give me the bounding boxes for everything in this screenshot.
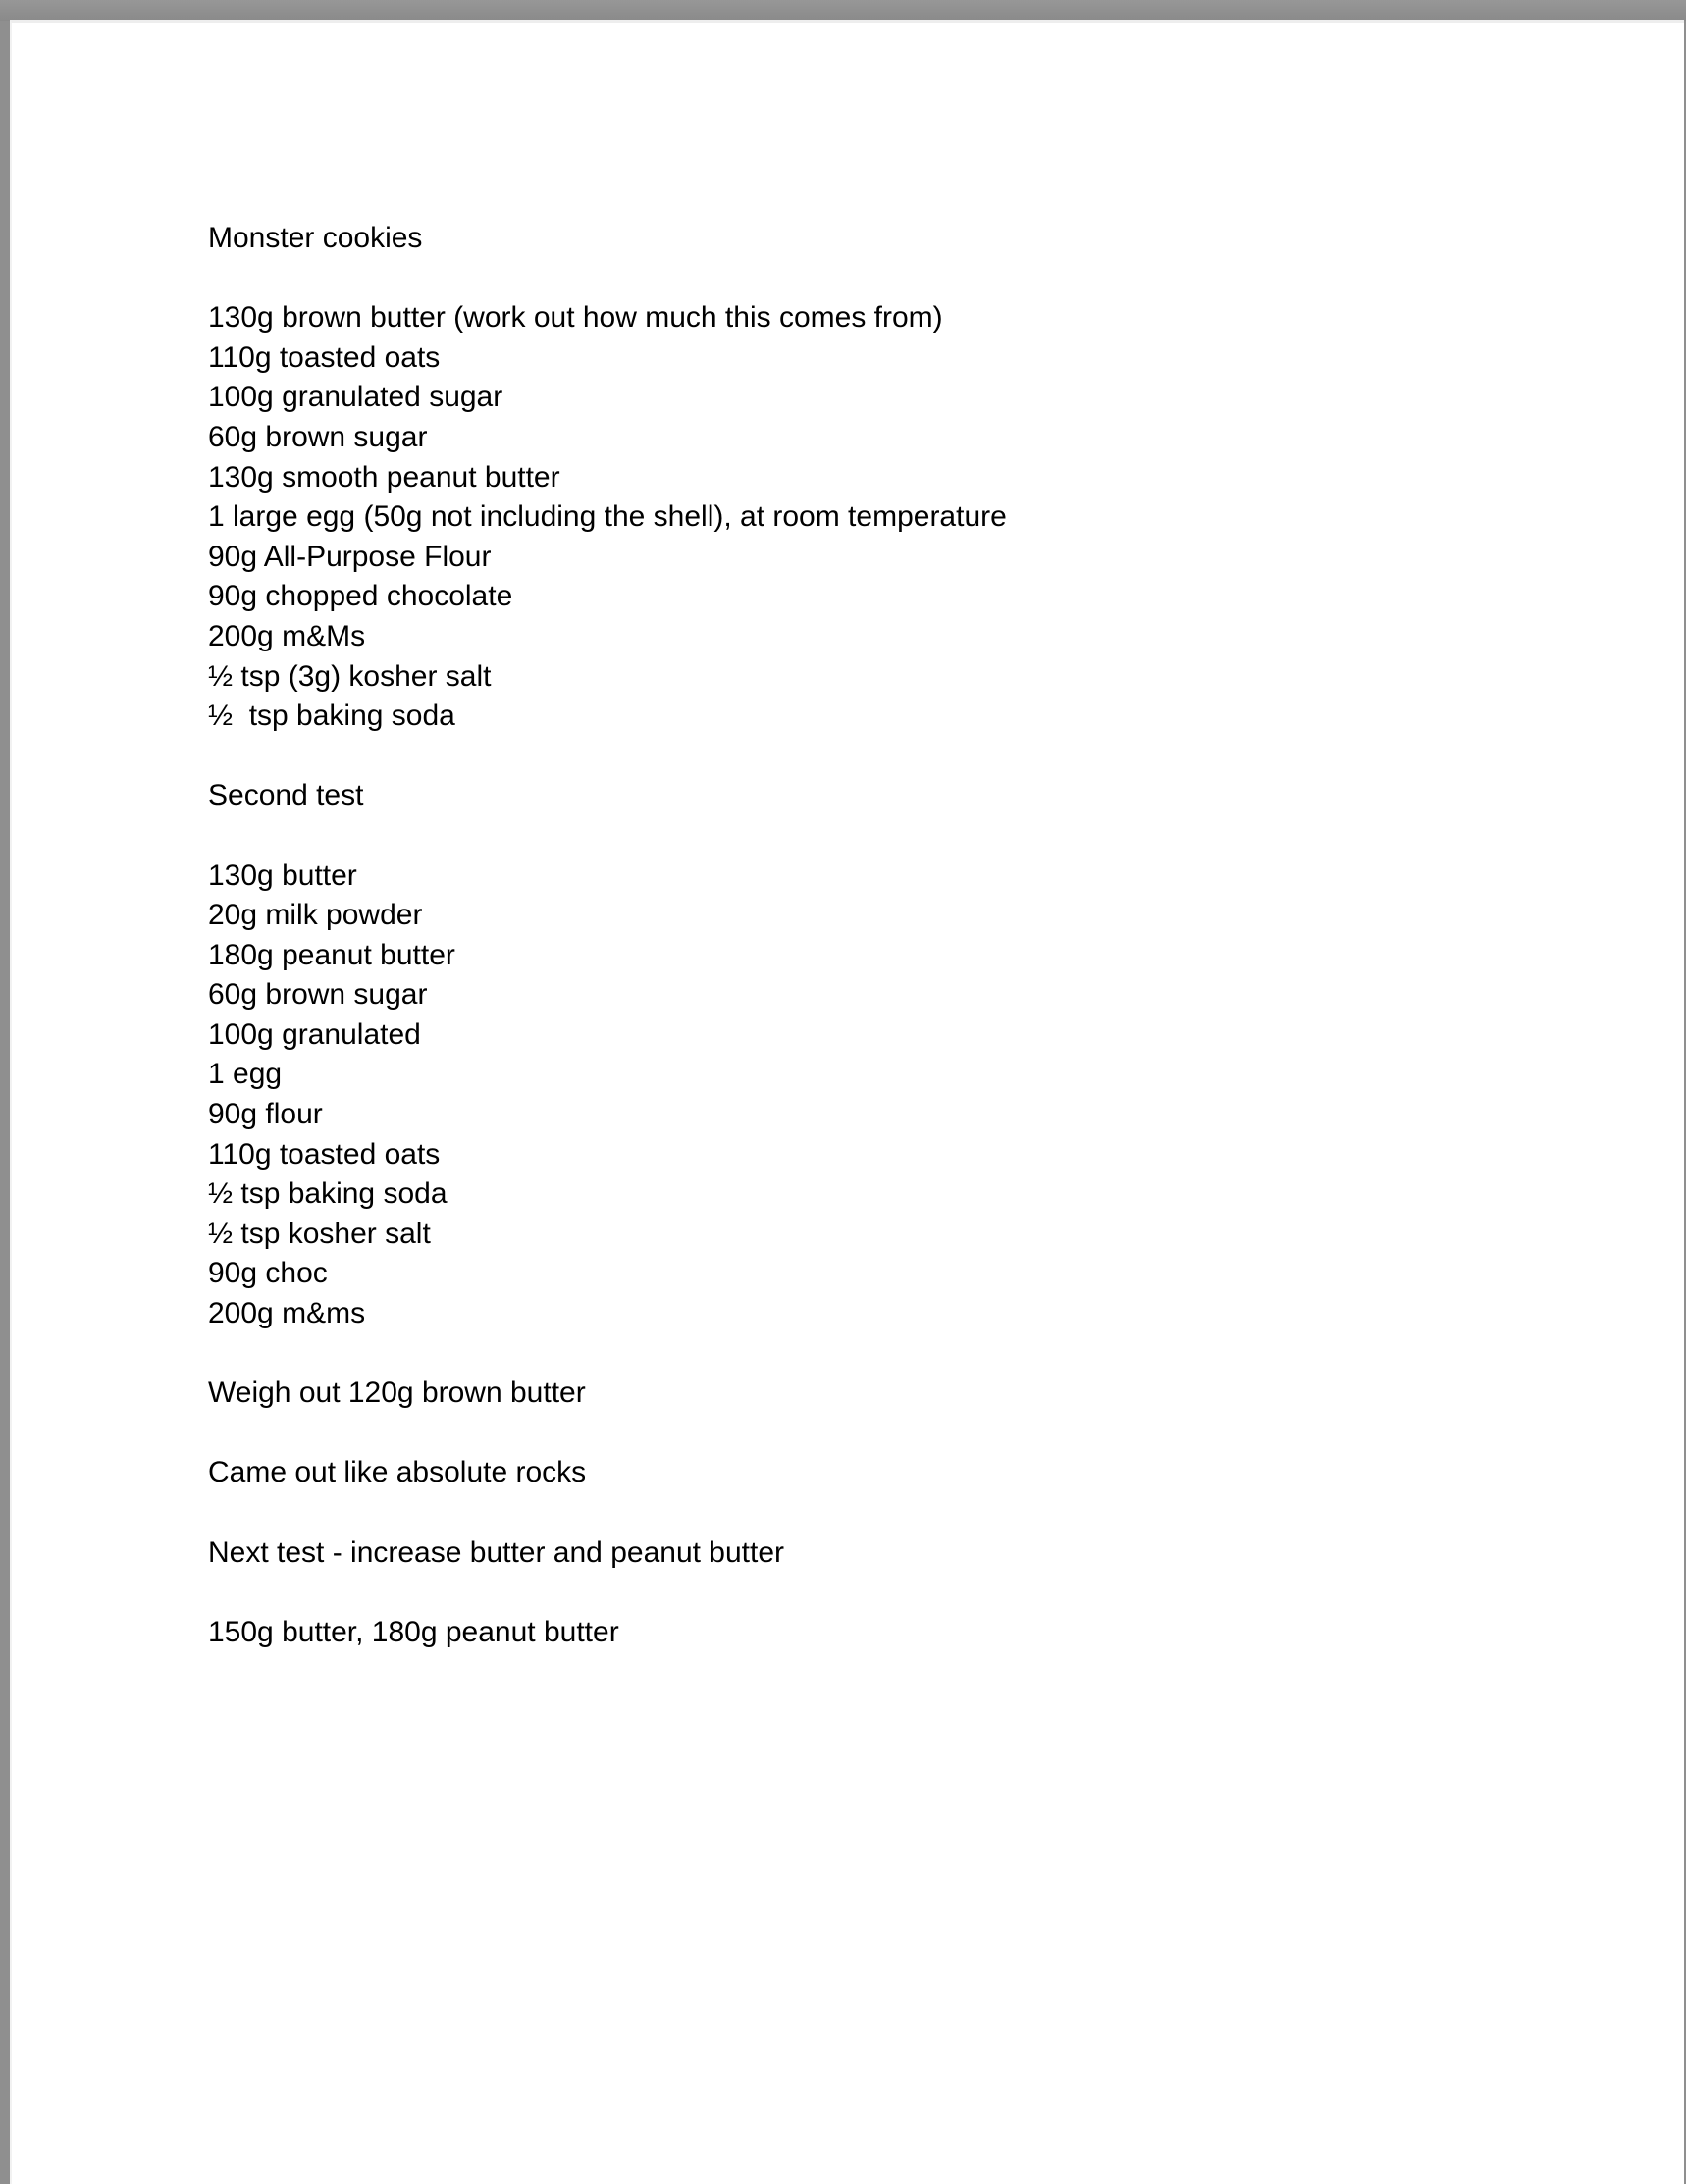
ingredient-line: 100g granulated sugar <box>208 381 503 414</box>
blank-line <box>208 816 1007 857</box>
document-body <box>208 219 1007 1652</box>
ingredient-line: 180g peanut butter <box>208 938 455 971</box>
document-title: Monster cookies <box>208 222 423 254</box>
blank-line <box>208 1573 1007 1613</box>
ingredient-line: 130g smooth peanut butter <box>208 460 560 494</box>
ingredient-line: 1 large egg (50g not including the shell), at room temperature <box>208 500 1007 534</box>
ingredient-line: 130g brown butter (work out how much this comes from) <box>208 301 943 335</box>
ingredient-line: 90g chopped chocolate <box>208 580 513 613</box>
blank-line <box>208 259 1007 299</box>
note-line: Came out like absolute rocks <box>208 1456 587 1489</box>
ingredient-line: 110g toasted oats <box>208 1137 441 1170</box>
ingredient-line: ½ tsp (3g) kosher salt <box>208 659 492 693</box>
second-test-heading: Second test <box>208 779 364 812</box>
first-recipe-ingredients <box>208 298 1007 737</box>
ingredient-line: 200g m&Ms <box>208 619 366 652</box>
ingredient-line: 130g butter <box>208 858 357 892</box>
ingredient-line: ½ tsp kosher salt <box>208 1217 431 1250</box>
second-recipe-ingredients <box>208 857 1007 1334</box>
ingredient-line: 20g milk powder <box>208 899 423 932</box>
ingredient-line: 1 egg <box>208 1058 283 1091</box>
note-line: Weigh out 120g brown butter <box>208 1377 586 1410</box>
viewer-backdrop <box>0 0 1686 21</box>
ingredient-line: 110g toasted oats <box>208 340 441 374</box>
ingredient-line: 60g brown sugar <box>208 420 428 453</box>
note-line: Next test - increase butter and peanut butter <box>208 1535 785 1569</box>
ingredient-line: 90g All-Purpose Flour <box>208 540 492 573</box>
ingredient-line: 90g flour <box>208 1098 323 1131</box>
blank-line <box>208 1493 1007 1534</box>
blank-line <box>208 1334 1007 1375</box>
ingredient-line: ½ tsp baking soda <box>208 700 455 733</box>
blank-line <box>208 1414 1007 1454</box>
ingredient-line: 60g brown sugar <box>208 978 428 1012</box>
document-page <box>10 20 1684 2184</box>
ingredient-line: 90g choc <box>208 1257 328 1290</box>
blank-line <box>208 737 1007 777</box>
ingredient-line: 100g granulated <box>208 1017 421 1051</box>
ingredient-line: 200g m&ms <box>208 1297 366 1330</box>
note-line: 150g butter, 180g peanut butter <box>208 1615 619 1648</box>
ingredient-line: ½ tsp baking soda <box>208 1177 448 1211</box>
